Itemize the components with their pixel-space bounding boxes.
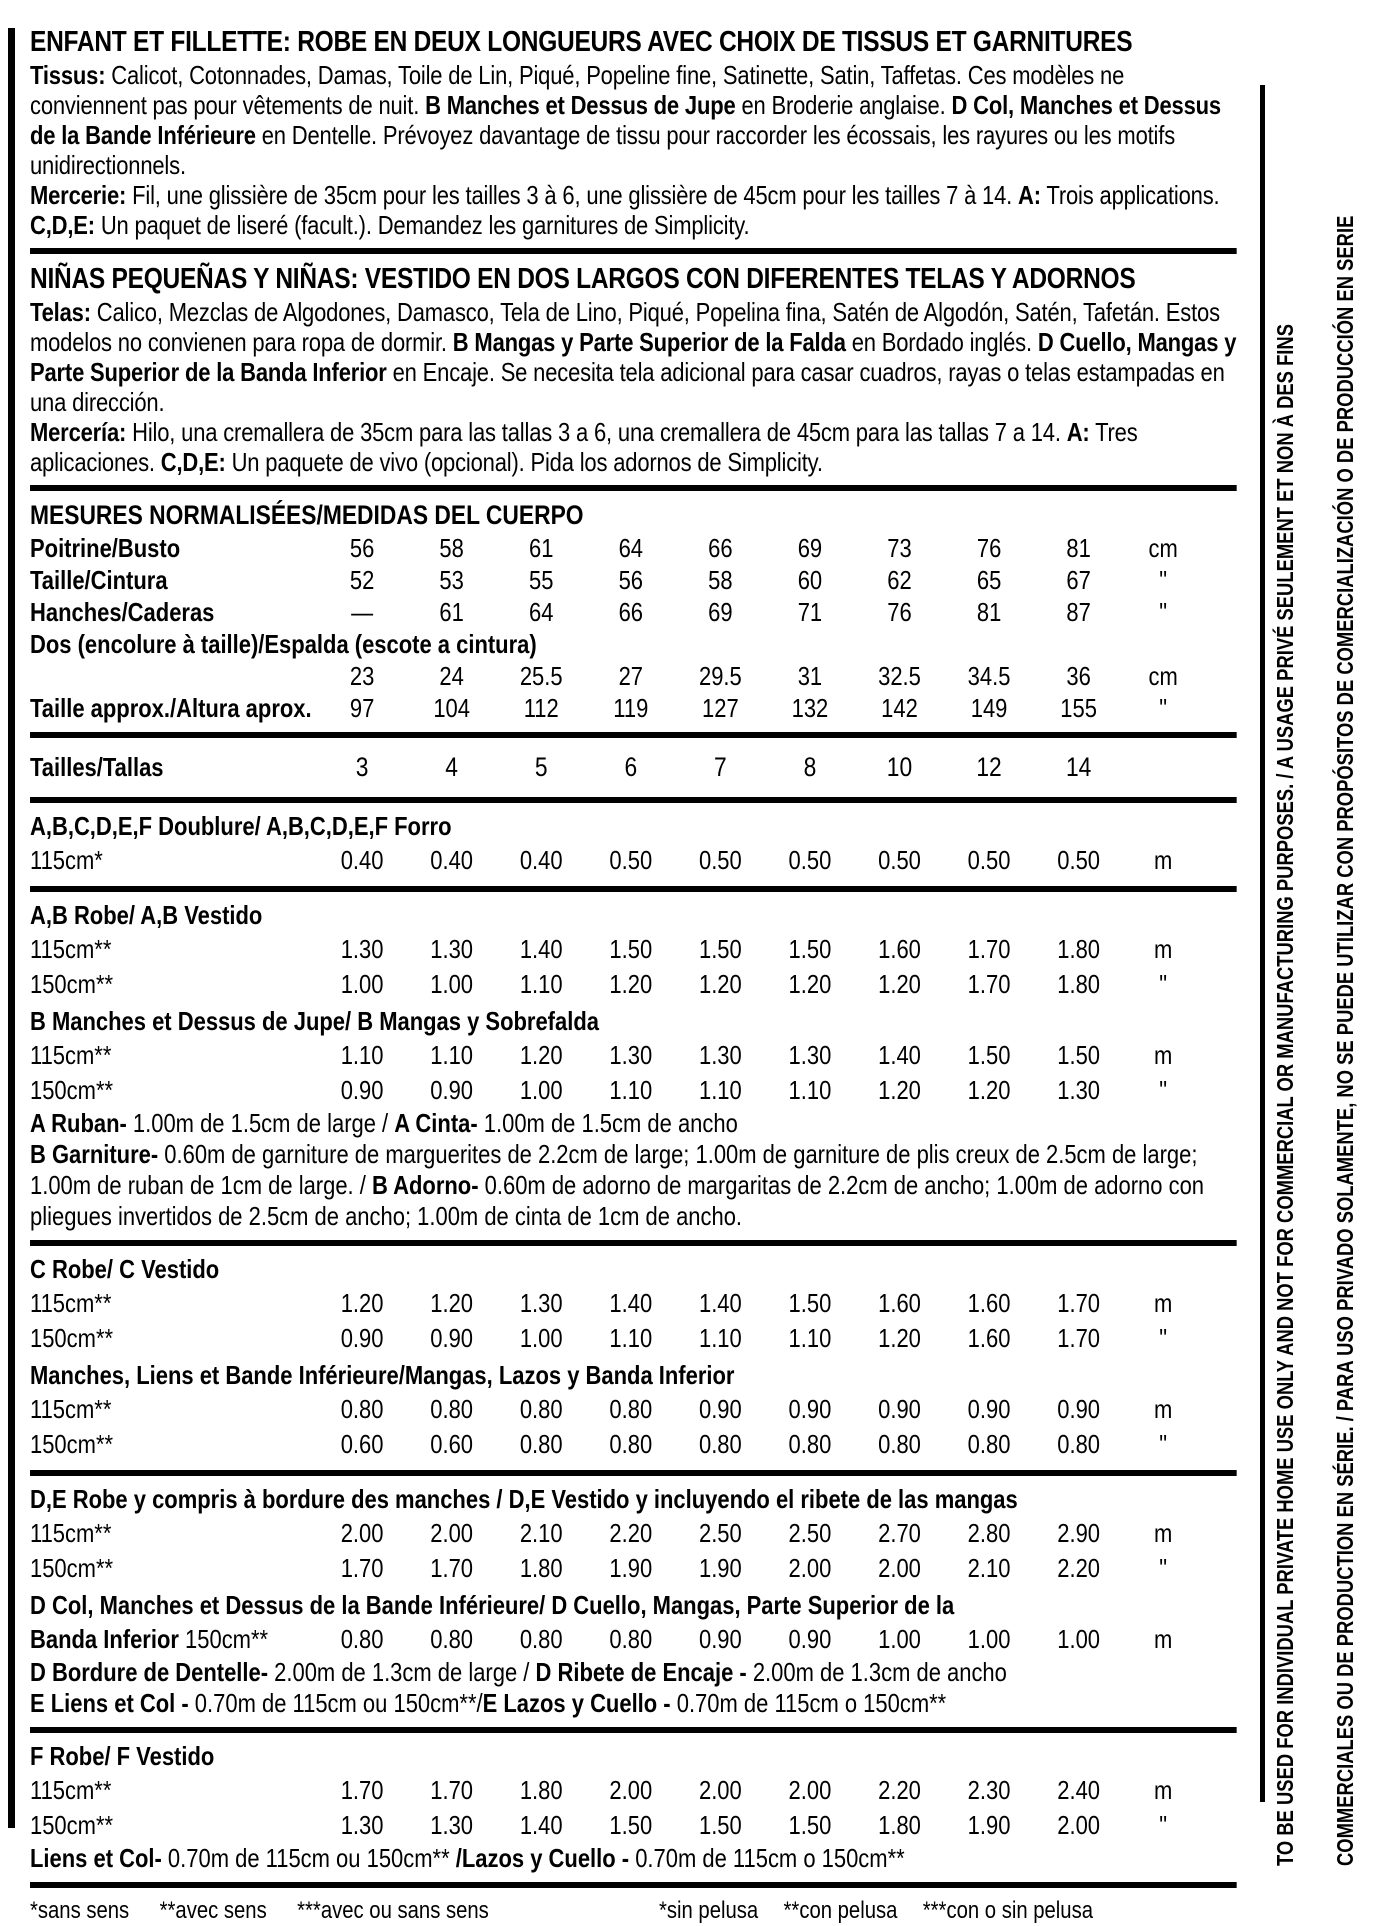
value-cell: 1.20 xyxy=(788,969,832,999)
value-cell: 34.5 xyxy=(967,661,1011,691)
section-divider-rule xyxy=(30,886,1237,892)
value-cell: 1.20 xyxy=(878,1323,921,1353)
value-cell: 149 xyxy=(970,693,1008,723)
value-cell: 25.5 xyxy=(519,661,563,691)
value-cell: 1.60 xyxy=(967,1288,1011,1318)
value-cell: 0.90 xyxy=(340,1323,384,1353)
value-cell: 1.80 xyxy=(519,1775,563,1805)
value-cell: 155 xyxy=(1060,693,1097,723)
value-cell: 0.90 xyxy=(698,1394,742,1424)
sidebar-divider-rule xyxy=(1260,85,1265,1802)
french-notions-paragraph: Mercerie: Fil, une glissière de 35cm pour les tailles 3 à 6, une glissière de 45cm pour les tailles 7 à 14. A: Trois applications. C,D,E: Un paquet de liseré (facult.). Demandez les garnitures de Simplicity. xyxy=(30,180,1220,240)
value-cell: 2.20 xyxy=(609,1518,653,1548)
value-cell: 0.80 xyxy=(519,1624,563,1654)
value-cell: 67 xyxy=(1066,565,1091,595)
table-row xyxy=(30,1773,1237,1808)
value-cell: 2.40 xyxy=(1057,1775,1101,1805)
unit-cell: m xyxy=(1153,1394,1173,1424)
value-cell: 1.50 xyxy=(788,1810,832,1840)
yardage-note: D Bordure de Dentelle- 2.00m de 1.3cm de large / D Ribete de Encaje - 2.00m de 1.3cm de ancho xyxy=(30,1657,1007,1687)
section-divider-rule xyxy=(30,732,1237,738)
unit-cell: m xyxy=(1153,934,1173,964)
value-cell: 6 xyxy=(624,752,638,782)
value-cell: 2.90 xyxy=(1057,1518,1101,1548)
sizes-table xyxy=(30,745,1237,789)
table-row xyxy=(30,1427,1237,1462)
value-cell: 69 xyxy=(797,533,823,563)
unit-cell: m xyxy=(1153,1775,1173,1805)
row-label: 150cm** xyxy=(30,1810,114,1840)
value-cell: 132 xyxy=(791,693,829,723)
value-cell: 104 xyxy=(433,693,470,723)
footnote-item: ***con o sin pelusa xyxy=(922,1897,1094,1924)
spanish-title: NIÑAS PEQUEÑAS Y NIÑAS: VESTIDO EN DOS LARGOS CON DIFERENTES TELAS Y ADORNOS xyxy=(30,263,1136,295)
value-cell: 1.70 xyxy=(340,1553,384,1583)
value-cell: 1.00 xyxy=(430,969,474,999)
value-cell: 1.50 xyxy=(967,1040,1011,1070)
yardage-section-header: Manches, Liens et Bande Inférieure/Mangas, Lazos y Banda Inferior xyxy=(30,1360,735,1390)
value-cell: 1.70 xyxy=(967,934,1011,964)
footnote-item: **avec sens xyxy=(159,1897,267,1924)
value-cell: 1.70 xyxy=(430,1775,474,1805)
section-divider-rule xyxy=(30,248,1237,254)
row-label: Taille approx./Altura aprox. xyxy=(30,693,312,723)
value-cell: 2.00 xyxy=(698,1775,742,1805)
value-cell: 56 xyxy=(618,565,644,595)
footnote-item: *sin pelusa xyxy=(658,1897,759,1924)
value-cell: 62 xyxy=(887,565,912,595)
value-cell: 2.80 xyxy=(967,1518,1011,1548)
row-label: Taille/Cintura xyxy=(30,565,168,595)
unit-cell: m xyxy=(1153,1288,1173,1318)
value-cell: 76 xyxy=(887,597,912,627)
value-cell: 55 xyxy=(528,565,554,595)
value-cell: 127 xyxy=(702,693,739,723)
unit-cell: " xyxy=(1159,597,1168,627)
value-cell: 0.80 xyxy=(878,1429,921,1459)
section-divider-rule xyxy=(30,485,1237,491)
value-cell: 1.70 xyxy=(1057,1323,1101,1353)
value-cell: 64 xyxy=(618,533,644,563)
value-cell: 2.00 xyxy=(788,1553,832,1583)
value-cell: 1.90 xyxy=(698,1553,742,1583)
unit-cell: m xyxy=(1153,1040,1173,1070)
row-label: 115cm** xyxy=(30,1288,112,1318)
table-row xyxy=(30,843,1237,878)
unit-cell: m xyxy=(1153,845,1173,875)
value-cell: 1.70 xyxy=(967,969,1011,999)
value-cell: 0.80 xyxy=(698,1429,742,1459)
yardage-section-header: A,B,C,D,E,F Doublure/ A,B,C,D,E,F Forro xyxy=(30,811,452,841)
row-label: Tailles/Tallas xyxy=(30,752,164,782)
value-cell: 1.00 xyxy=(878,1624,921,1654)
section-divider-rule xyxy=(30,1470,1237,1476)
value-cell: 0.90 xyxy=(788,1394,832,1424)
table-row xyxy=(30,532,1237,564)
measure-row-group-label: Dos (encolure à taille)/Espalda (escote a cintura) xyxy=(30,629,537,659)
value-cell: 2.00 xyxy=(1057,1810,1101,1840)
value-cell: 76 xyxy=(976,533,1002,563)
value-cell: 3 xyxy=(355,752,369,782)
value-cell: 10 xyxy=(886,752,913,782)
value-cell: 1.10 xyxy=(430,1040,474,1070)
table-row xyxy=(30,1808,1237,1843)
value-cell: 1.10 xyxy=(340,1040,384,1070)
table-row xyxy=(30,967,1237,1002)
value-cell: 0.60 xyxy=(340,1429,384,1459)
row-label: Banda Inferior 150cm** xyxy=(30,1624,269,1654)
value-cell: 0.80 xyxy=(340,1394,384,1424)
value-cell: 1.50 xyxy=(698,934,742,964)
value-cell: 1.80 xyxy=(1057,934,1101,964)
french-fabrics-paragraph: Tissus: Calicot, Cotonnades, Damas, Toile de Lin, Piqué, Popeline fine, Satinette, Satin, Taffetas. Ces modèles ne conviennent pas pour vêtements de nuit. B Manches et Dessus de Jupe en Broderie anglaise. D Col, Manches et Dessus de la Bande Inférieure en Dentelle. Prévoyez davantage de tissu pour raccorder les écossais, les rayures ou les motifs unidirectionnels. xyxy=(30,60,1221,180)
value-cell: 0.80 xyxy=(967,1429,1011,1459)
value-cell: 1.90 xyxy=(609,1553,653,1583)
value-cell: 0.60 xyxy=(430,1429,474,1459)
value-cell: 1.40 xyxy=(519,1810,563,1840)
value-cell: 1.40 xyxy=(698,1288,742,1318)
value-cell: 0.80 xyxy=(609,1429,653,1459)
table-row xyxy=(30,1321,1237,1356)
row-label: 115cm** xyxy=(30,1394,112,1424)
value-cell: 7 xyxy=(714,752,727,782)
value-cell: 1.60 xyxy=(878,1288,921,1318)
value-cell: 2.50 xyxy=(788,1518,832,1548)
row-label: 150cm** xyxy=(30,1075,114,1105)
value-cell: 1.90 xyxy=(967,1810,1011,1840)
sidebar-legal-text-outer: COMMERCIALES OU DE PRODUCTION EN SÉRIE. / PARA USO PRIVADO SOLAMENTE, NO SE PUEDE UTILIZAR CON PROPÓSITOS DE COMERCIALIZACIÓN O DE PRODUCCIÓN EN SERIE xyxy=(1332,215,1358,1866)
value-cell: 0.80 xyxy=(340,1624,384,1654)
value-cell: 1.80 xyxy=(1057,969,1101,999)
value-cell: 0.40 xyxy=(519,845,563,875)
sidebar-legal-text-inner: TO BE USED FOR INDIVIDUAL PRIVATE HOME USE ONLY AND NOT FOR COMMERCIAL OR MANUFACTURING PURPOSES. / A USAGE PRIVÉ SEULEMENT ET NON À DES FINS xyxy=(1272,324,1298,1867)
row-label: 115cm** xyxy=(30,1518,112,1548)
value-cell: 0.50 xyxy=(788,845,832,875)
table-row xyxy=(30,932,1237,967)
value-cell: 0.50 xyxy=(967,845,1011,875)
value-cell: 0.50 xyxy=(878,845,921,875)
value-cell: 0.80 xyxy=(609,1624,653,1654)
value-cell: 1.50 xyxy=(1057,1040,1101,1070)
value-cell: 0.90 xyxy=(878,1394,921,1424)
value-cell: 0.90 xyxy=(430,1323,474,1353)
table-row xyxy=(30,1073,1237,1108)
section-divider-rule xyxy=(30,1882,1237,1888)
value-cell: 81 xyxy=(976,597,1002,627)
yardage-note: A Ruban- 1.00m de 1.5cm de large / A Cinta- 1.00m de 1.5cm de ancho xyxy=(30,1108,738,1138)
value-cell: 27 xyxy=(618,661,644,691)
value-cell: 1.70 xyxy=(340,1775,384,1805)
value-cell: 4 xyxy=(445,752,459,782)
measurements-heading: MESURES NORMALISÉES/MEDIDAS DEL CUERPO xyxy=(30,500,584,530)
unit-cell: " xyxy=(1159,969,1168,999)
value-cell: 2.10 xyxy=(519,1518,563,1548)
value-cell: 0.80 xyxy=(788,1429,832,1459)
value-cell: 0.80 xyxy=(609,1394,653,1424)
value-cell: 97 xyxy=(349,693,375,723)
value-cell: 69 xyxy=(708,597,733,627)
row-label: Hanches/Caderas xyxy=(30,597,215,627)
value-cell: 31 xyxy=(797,661,823,691)
footnote-item: ***avec ou sans sens xyxy=(297,1897,489,1924)
value-cell: 1.40 xyxy=(878,1040,921,1070)
value-cell: 32.5 xyxy=(878,661,921,691)
yardage-section-header: D Col, Manches et Dessus de la Bande Inférieure/ D Cuello, Mangas, Parte Superior de la xyxy=(30,1590,955,1620)
yardage-tables xyxy=(30,810,1237,1888)
spanish-fabrics-paragraph: Telas: Calico, Mezclas de Algodones, Damasco, Tela de Lino, Piqué, Popelina fina, Satén de Algodón, Satén, Tafetán. Estos modelos no convienen para ropa de dormir. B Mangas y Parte Superior de la Falda en Bordado inglés. D Cuello, Mangas y Parte Superior de la Banda Inferior en Encaje. Se necesita tela adicional para casar cuadros, rayas o telas estampadas en una dirección. xyxy=(30,297,1237,417)
value-cell: 2.50 xyxy=(698,1518,742,1548)
spanish-notions-paragraph: Mercería: Hilo, una cremallera de 35cm para las tallas 3 a 6, una cremallera de 45cm para las tallas 7 a 14. A: Tres aplicaciones. C,D,E: Un paquete de vivo (opcional). Pida los adornos de Simplicity. xyxy=(30,417,1138,477)
value-cell: 65 xyxy=(976,565,1002,595)
value-cell: 53 xyxy=(439,565,464,595)
value-cell: 1.00 xyxy=(967,1624,1011,1654)
footnotes-spanish xyxy=(659,1896,1093,1926)
value-cell: 1.20 xyxy=(967,1075,1011,1105)
value-cell: 2.00 xyxy=(788,1775,832,1805)
table-row xyxy=(30,1622,1237,1657)
yardage-note: Liens et Col- 0.70m de 115cm ou 150cm** /Lazos y Cuello - 0.70m de 115cm o 150cm** xyxy=(30,1843,905,1873)
value-cell: 0.90 xyxy=(340,1075,384,1105)
value-cell: 119 xyxy=(613,693,649,723)
value-cell: 1.40 xyxy=(609,1288,653,1318)
value-cell: 1.60 xyxy=(878,934,921,964)
row-label: 115cm** xyxy=(30,934,112,964)
table-row xyxy=(30,1551,1237,1586)
yardage-section-header: A,B Robe/ A,B Vestido xyxy=(30,900,263,930)
main-content xyxy=(30,24,1237,1926)
value-cell: 1.30 xyxy=(698,1040,742,1070)
value-cell: 1.30 xyxy=(430,934,474,964)
value-cell: 1.60 xyxy=(967,1323,1011,1353)
value-cell: 12 xyxy=(976,752,1002,782)
value-cell: 61 xyxy=(439,597,464,627)
value-cell: 64 xyxy=(528,597,554,627)
yardage-section-header: F Robe/ F Vestido xyxy=(30,1741,215,1771)
table-row xyxy=(30,564,1237,596)
value-cell: 1.20 xyxy=(340,1288,384,1318)
value-cell: 1.20 xyxy=(878,969,921,999)
value-cell: 1.80 xyxy=(878,1810,921,1840)
value-cell: 24 xyxy=(439,661,464,691)
unit-cell: " xyxy=(1159,693,1168,723)
value-cell: 2.00 xyxy=(430,1518,474,1548)
value-cell: 1.20 xyxy=(698,969,742,999)
value-cell: 56 xyxy=(349,533,375,563)
value-cell: 0.80 xyxy=(519,1429,563,1459)
value-cell: 1.70 xyxy=(430,1553,474,1583)
section-divider-rule xyxy=(30,1727,1237,1733)
value-cell: 112 xyxy=(523,693,559,723)
unit-cell: " xyxy=(1159,1553,1168,1583)
value-cell: 0.80 xyxy=(430,1624,474,1654)
value-cell: 1.30 xyxy=(1057,1075,1101,1105)
footnotes-french xyxy=(30,1896,489,1926)
value-cell: 1.10 xyxy=(519,969,563,999)
value-cell: 1.10 xyxy=(698,1323,742,1353)
value-cell: 58 xyxy=(708,565,733,595)
unit-cell: " xyxy=(1159,1429,1168,1459)
value-cell: 1.30 xyxy=(519,1288,563,1318)
value-cell: 29.5 xyxy=(698,661,742,691)
value-cell: 23 xyxy=(349,661,375,691)
value-cell: 2.30 xyxy=(967,1775,1011,1805)
value-cell: 1.20 xyxy=(878,1075,921,1105)
value-cell: 61 xyxy=(528,533,554,563)
value-cell: 0.50 xyxy=(698,845,742,875)
value-cell: 2.00 xyxy=(340,1518,384,1548)
unit-cell: " xyxy=(1159,1323,1168,1353)
value-cell: 0.80 xyxy=(1057,1429,1101,1459)
unit-cell: " xyxy=(1159,1810,1168,1840)
row-label: 150cm** xyxy=(30,969,114,999)
unit-cell: cm xyxy=(1148,661,1178,691)
value-cell: 0.90 xyxy=(788,1624,832,1654)
value-cell: 66 xyxy=(618,597,644,627)
value-cell: 1.50 xyxy=(609,1810,653,1840)
value-cell: 1.80 xyxy=(519,1553,563,1583)
value-cell: 60 xyxy=(797,565,823,595)
table-row xyxy=(30,1516,1237,1551)
row-label: 115cm** xyxy=(30,1775,112,1805)
footnote-item: *sans sens xyxy=(30,1897,130,1924)
value-cell: 8 xyxy=(803,752,817,782)
value-cell: 2.00 xyxy=(878,1553,921,1583)
table-row xyxy=(30,596,1237,628)
unit-cell: m xyxy=(1153,1624,1173,1654)
value-cell: 1.00 xyxy=(519,1323,563,1353)
value-cell: 1.50 xyxy=(698,1810,742,1840)
value-cell: 1.00 xyxy=(340,969,384,999)
yardage-section-header: C Robe/ C Vestido xyxy=(30,1254,220,1284)
value-cell: 0.90 xyxy=(967,1394,1011,1424)
value-cell: 66 xyxy=(708,533,733,563)
french-title: ENFANT ET FILLETTE: ROBE EN DEUX LONGUEURS AVEC CHOIX DE TISSUS ET GARNITURES xyxy=(30,26,1133,58)
value-cell: 1.70 xyxy=(1057,1288,1101,1318)
unit-cell: m xyxy=(1153,1518,1173,1548)
value-cell: 0.40 xyxy=(340,845,384,875)
value-cell: 1.30 xyxy=(340,1810,384,1840)
value-cell: 1.30 xyxy=(430,1810,474,1840)
section-divider-rule xyxy=(30,1240,1237,1246)
value-cell: 0.80 xyxy=(430,1394,474,1424)
value-cell: 1.30 xyxy=(340,934,384,964)
table-row xyxy=(30,1286,1237,1321)
value-cell: 1.20 xyxy=(519,1040,563,1070)
value-cell: 2.70 xyxy=(878,1518,921,1548)
value-cell: 1.50 xyxy=(609,934,653,964)
row-label: 150cm** xyxy=(30,1429,114,1459)
table-row xyxy=(30,660,1237,692)
value-cell: 142 xyxy=(881,693,918,723)
value-cell: 81 xyxy=(1066,533,1091,563)
table-row xyxy=(30,745,1237,789)
value-cell: 0.80 xyxy=(519,1394,563,1424)
unit-cell: cm xyxy=(1148,533,1178,563)
footnote-item: **con pelusa xyxy=(783,1897,898,1924)
table-row xyxy=(30,1038,1237,1073)
value-cell: 5 xyxy=(534,752,548,782)
value-cell: 2.10 xyxy=(967,1553,1011,1583)
yardage-note: E Liens et Col - 0.70m de 115cm ou 150cm**/E Lazos y Cuello - 0.70m de 115cm o 150cm** xyxy=(30,1688,947,1718)
value-cell: 52 xyxy=(349,565,375,595)
value-cell: 2.00 xyxy=(609,1775,653,1805)
value-cell: 1.10 xyxy=(788,1075,832,1105)
value-cell: 1.00 xyxy=(519,1075,563,1105)
left-border-rule xyxy=(8,28,15,1828)
table-row xyxy=(30,692,1237,724)
unit-cell: " xyxy=(1159,565,1168,595)
row-label: 150cm** xyxy=(30,1323,114,1353)
body-measurements-table xyxy=(30,532,1237,724)
value-cell: 2.20 xyxy=(878,1775,921,1805)
value-cell: 1.20 xyxy=(609,969,653,999)
value-cell: 58 xyxy=(439,533,464,563)
value-cell: 73 xyxy=(887,533,912,563)
unit-cell: " xyxy=(1159,1075,1168,1105)
value-cell: 0.90 xyxy=(430,1075,474,1105)
row-label: 115cm* xyxy=(30,845,103,875)
yardage-section-header: B Manches et Dessus de Jupe/ B Mangas y Sobrefalda xyxy=(30,1006,599,1036)
value-cell: 1.10 xyxy=(698,1075,742,1105)
section-divider-rule xyxy=(30,797,1237,803)
value-cell: 2.20 xyxy=(1057,1553,1101,1583)
value-cell: 1.50 xyxy=(788,1288,832,1318)
footnotes-row xyxy=(30,1896,1237,1926)
value-cell: 1.10 xyxy=(609,1323,653,1353)
value-cell: 1.10 xyxy=(609,1075,653,1105)
value-cell: 1.50 xyxy=(788,934,832,964)
value-cell: 0.50 xyxy=(1057,845,1101,875)
value-cell: 1.00 xyxy=(1057,1624,1101,1654)
value-cell: 36 xyxy=(1066,661,1091,691)
table-row xyxy=(30,1392,1237,1427)
row-label: Poitrine/Busto xyxy=(30,533,181,563)
value-cell: 1.10 xyxy=(788,1323,832,1353)
yardage-note: B Garniture- 0.60m de garniture de marguerites de 2.2cm de large; 1.00m de garniture de plis creux de 2.5cm de large; 1.00m de ruban de 1cm de large. / B Adorno- 0.60m de adorno de margaritas de 2.2cm de ancho; 1.00m de adorno con pliegues invertidos de 2.5cm de ancho; 1.00m de cinta de 1cm de ancho. xyxy=(30,1139,1205,1231)
value-cell: 1.30 xyxy=(788,1040,832,1070)
row-label: 150cm** xyxy=(30,1553,114,1583)
value-cell: 87 xyxy=(1066,597,1091,627)
value-cell: 0.90 xyxy=(1057,1394,1101,1424)
value-cell: 0.40 xyxy=(430,845,474,875)
value-cell: 0.50 xyxy=(609,845,653,875)
value-cell: — xyxy=(351,597,374,627)
value-cell: 1.30 xyxy=(609,1040,653,1070)
value-cell: 1.40 xyxy=(519,934,563,964)
value-cell: 14 xyxy=(1065,752,1092,782)
row-label: 115cm** xyxy=(30,1040,112,1070)
value-cell: 71 xyxy=(797,597,823,627)
yardage-section-header: D,E Robe y compris à bordure des manches / D,E Vestido y incluyendo el ribete de las mangas xyxy=(30,1484,1018,1514)
value-cell: 1.20 xyxy=(430,1288,474,1318)
value-cell: 0.90 xyxy=(698,1624,742,1654)
